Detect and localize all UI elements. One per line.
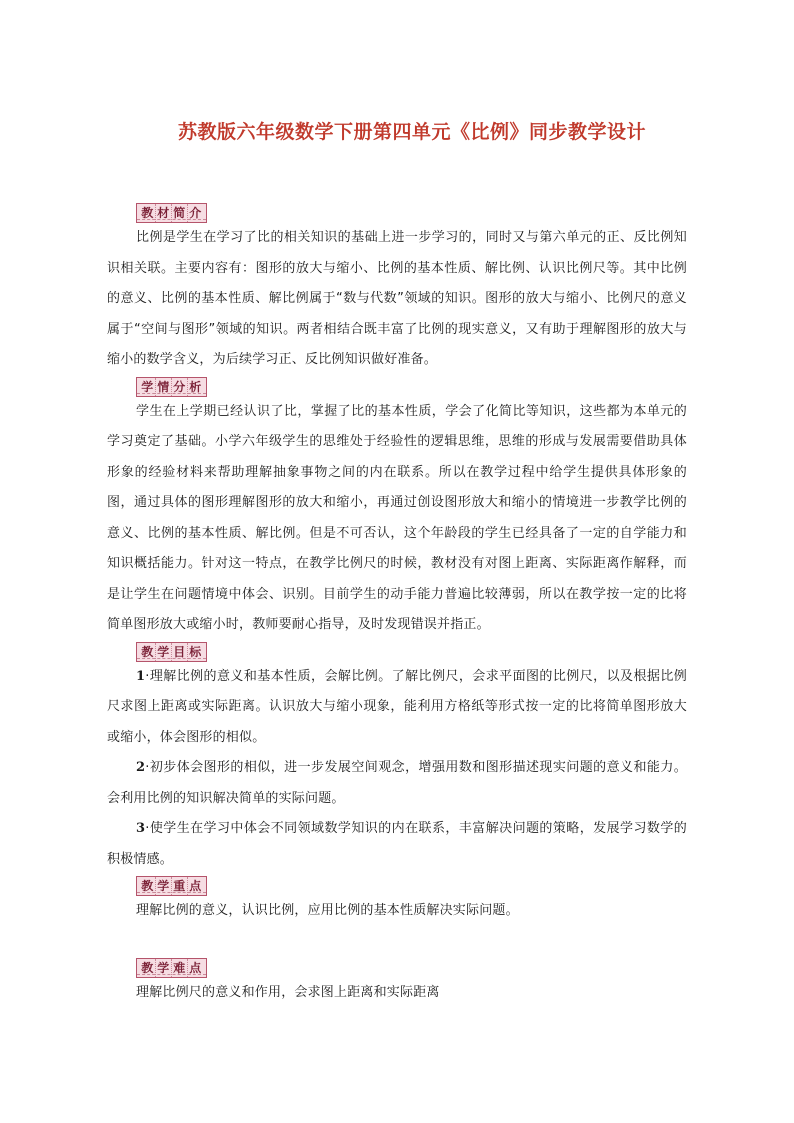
goal-item: 3·使学生在学习中体会不同领域数学知识的内在联系，丰富解决问题的策略，发展学习数学的积极情感。 — [107, 821, 687, 867]
analysis-paragraph: 学生在上学期已经认识了比，掌握了比的基本性质，学会了化简比等知识，这些都为本单元的学习奠定了基础。小学六年级学生的思维处于经验性的逻辑思维，思维的形成与发展需要借助具体形象的经验材料来帮助理解抽象事物之间的内在联系。所以在教学过程中给学生提供具体形象的图，通过具体的图形理解图形的放大和缩小，再通过创设图形放大和缩小的情境进一步教学比例的意义、比例的基本性质、解比例。但是不可否认，这个年龄段的学生已经具备了一定的自学能力和知识概括能力。针对这一特点，在教学比例尺的时候，教材没有对图上距离、实际距离作解释，而是让学生在问题情境中体会、识别。目前学生的动手能力普遍比较薄弱，所以在教学按一定的比将简单图形放大或缩小时，教师要耐心指导，及时发现错误并指正。 — [107, 403, 687, 632]
section-tag-analysis: 学 情 分 析 — [136, 377, 207, 397]
section-tag-intro: 教 材 简 介 — [136, 203, 207, 223]
difficult-paragraph: 理解比例尺的意义和作用，会求图上距离和实际距离 — [136, 984, 440, 1000]
document-content — [107, 202, 687, 1008]
goal-item: 1·理解比例的意义和基本性质，会解比例。了解比例尺，会求平面图的比例尺，以及根据比例尺求图上距离或实际距离。认识放大与缩小现象，能利用方格纸等形式按一定的比将简单图形放大或缩小，体会图形的相似。 — [107, 668, 687, 745]
section-tag-goals: 教 学 目 标 — [136, 642, 207, 662]
page-title: 苏教版六年级数学下册第四单元《比例》同步教学设计 — [177, 121, 646, 143]
intro-paragraph: 比例是学生在学习了比的相关知识的基础上进一步学习的，同时又与第六单元的正、反比例知识相关联。主要内容有：图形的放大与缩小、比例的基本性质、解比例、认识比例尺等。其中比例的意义、比例的基本性质、解比例属于“数与代数”领域的知识。图形的放大与缩小、比例尺的意义属于“空间与图形”领域的知识。两者相结合既丰富了比例的现实意义，又有助于理解图形的放大与缩小的数学含义，为后续学习正、反比例知识做好准备。 — [107, 230, 687, 367]
section-tag-key: 教 学 重 点 — [136, 876, 207, 896]
section-tag-difficult: 教 学 难 点 — [136, 958, 207, 978]
goal-item: 2·初步体会图形的相似，进一步发展空间观念，增强用数和图形描述现实问题的意义和能力。会利用比例的知识解决简单的实际问题。 — [107, 760, 687, 806]
key-paragraph: 理解比例的意义，认识比例，应用比例的基本性质解决实际问题。 — [136, 903, 519, 918]
